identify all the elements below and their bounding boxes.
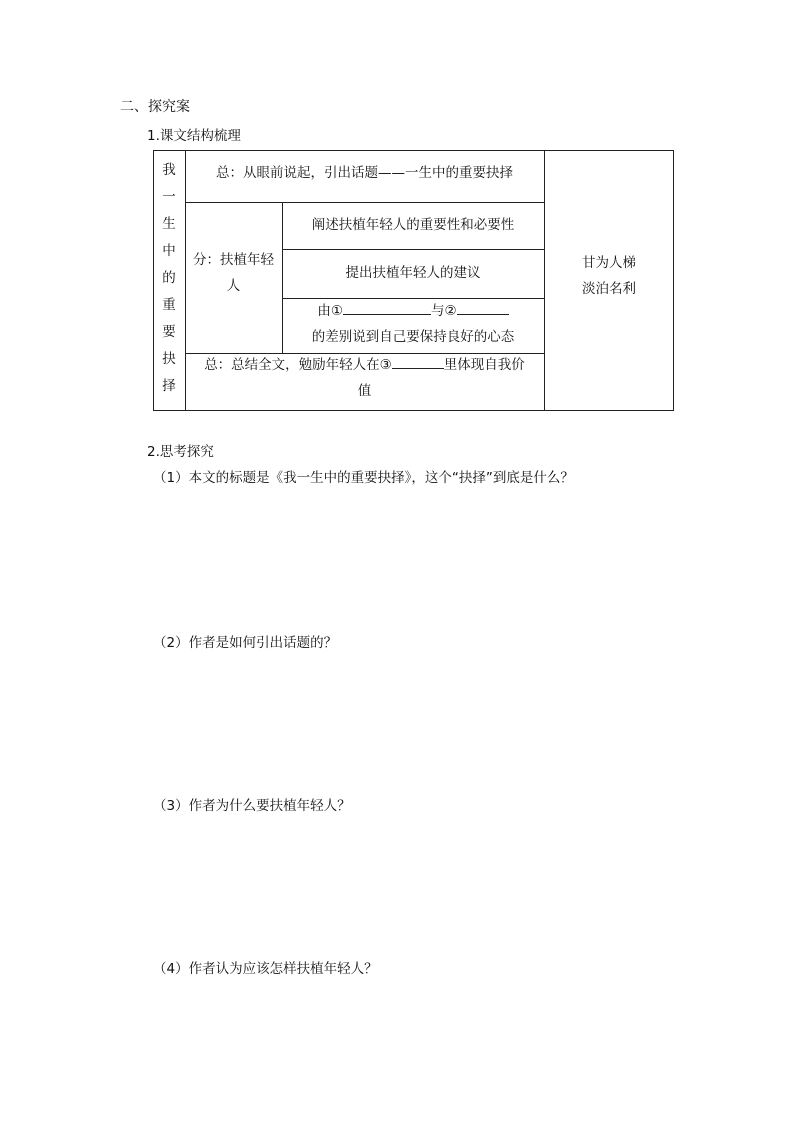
conclusion-line1 xyxy=(185,352,544,378)
outline-intro: 总：从眼前说起，引出话题——一生中的重要抉择 xyxy=(216,165,513,181)
conclusion-suffix: 里体现自我价 xyxy=(443,357,525,373)
fill-blank-3[interactable] xyxy=(392,354,444,369)
structure-subtitle: 1.课文结构梳理 xyxy=(147,128,241,144)
outline-middle-label xyxy=(185,247,282,299)
fill-blank-1[interactable] xyxy=(343,300,431,315)
vertical-title-char: 重 xyxy=(162,297,176,313)
divider xyxy=(282,249,544,250)
middle-label-line: 分：扶植年轻 xyxy=(193,252,274,268)
row3-mid: 与② xyxy=(431,303,457,319)
theme-line: 淡泊名利 xyxy=(582,281,636,297)
section-title: 二、探究案 xyxy=(120,99,190,115)
vertical-title-char: 择 xyxy=(162,378,176,394)
vertical-title-char: 的 xyxy=(162,270,176,286)
outline-middle-row: 提出扶植年轻人的建议 xyxy=(345,265,481,281)
vertical-title-char: 要 xyxy=(162,324,176,340)
vertical-title-char: 一 xyxy=(162,189,176,205)
middle-label-line: 人 xyxy=(226,278,241,294)
question-3: （3）作者为什么要扶植年轻人？ xyxy=(153,798,351,814)
theme-line: 甘为人梯 xyxy=(582,255,636,271)
vertical-title-char: 生 xyxy=(162,216,176,232)
vertical-title-char: 抉 xyxy=(162,351,176,367)
fill-blank-2[interactable] xyxy=(457,300,509,315)
vertical-title-char: 中 xyxy=(162,243,176,259)
outline-middle-row: 阐述扶植年轻人的重要性和必要性 xyxy=(311,217,515,233)
conclusion-prefix: 总：总结全文，勉励年轻人在③ xyxy=(204,357,392,373)
outline-middle-row-3 xyxy=(282,298,544,350)
outline-theme xyxy=(544,250,674,302)
vertical-title-char: 我 xyxy=(162,162,176,178)
inquiry-subtitle: 2.思考探究 xyxy=(147,444,214,460)
question-1: （1）本文的标题是《我一生中的重要抉择》，这个“抉择”到底是什么？ xyxy=(153,470,574,486)
row3-line1 xyxy=(282,298,544,324)
row3-line2: 的差别说到自己要保持良好的心态 xyxy=(311,329,515,345)
question-2: （2）作者是如何引出话题的？ xyxy=(153,635,338,651)
question-4: （4）作者认为应该怎样扶植年轻人？ xyxy=(153,961,378,977)
conclusion-line2: 值 xyxy=(357,383,372,399)
divider xyxy=(185,202,544,203)
row3-prefix: 由① xyxy=(317,303,343,319)
outline-conclusion xyxy=(185,352,544,404)
